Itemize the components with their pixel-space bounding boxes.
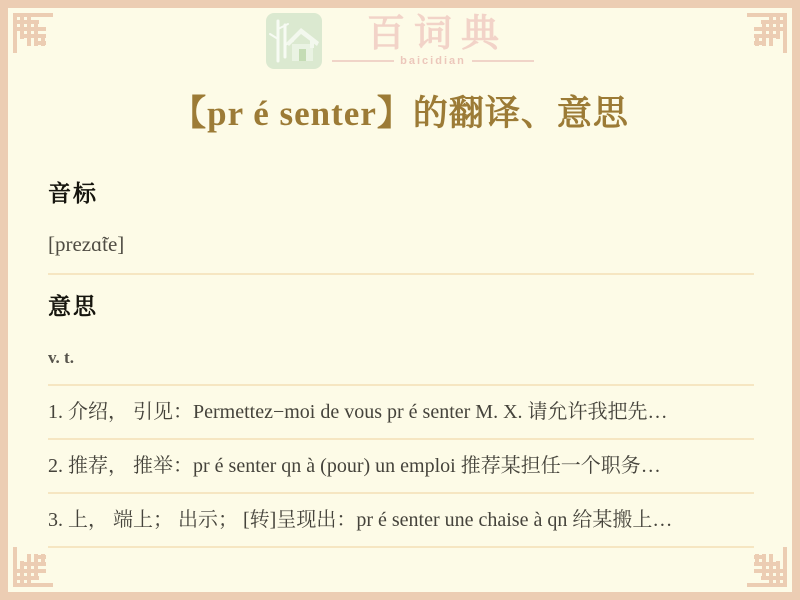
page-title: 【pr é senter】的翻译、意思 (171, 94, 629, 133)
brand-romanization: baicidian (400, 55, 466, 68)
corner-ornament-bottom-left (6, 546, 54, 594)
brand-block (332, 12, 534, 68)
definition-row: 3. 上， 端上； 出示； [转]呈现出：pr é senter une chaise à qn 给某搬上… (48, 494, 754, 548)
part-of-speech: v. t. (48, 349, 754, 386)
phonetic-section-heading: 音标 (48, 181, 98, 206)
house-bamboo-logo-icon (266, 13, 322, 69)
entry-content (48, 182, 754, 548)
corner-ornament-bottom-right (746, 546, 794, 594)
brand-name: 百词典 (366, 12, 508, 55)
corner-ornament-top-left (6, 6, 54, 54)
meaning-section-heading: 意思 (48, 294, 98, 320)
site-logo[interactable] (8, 8, 792, 72)
brand-divider-right (472, 60, 534, 62)
brand-romanization-row (332, 55, 534, 67)
definition-row: 1. 介绍， 引见：Permettez−moi de vous pr é senter M. X. 请允许我把先… (48, 386, 754, 440)
phonetic-value: [prezɑ̃te] (48, 233, 754, 275)
brand-divider-left (332, 60, 394, 62)
definition-row: 2. 推荐， 推举：pr é senter qn à (pour) un emploi 推荐某担任一个职务… (48, 440, 754, 494)
corner-ornament-top-right (746, 6, 794, 54)
